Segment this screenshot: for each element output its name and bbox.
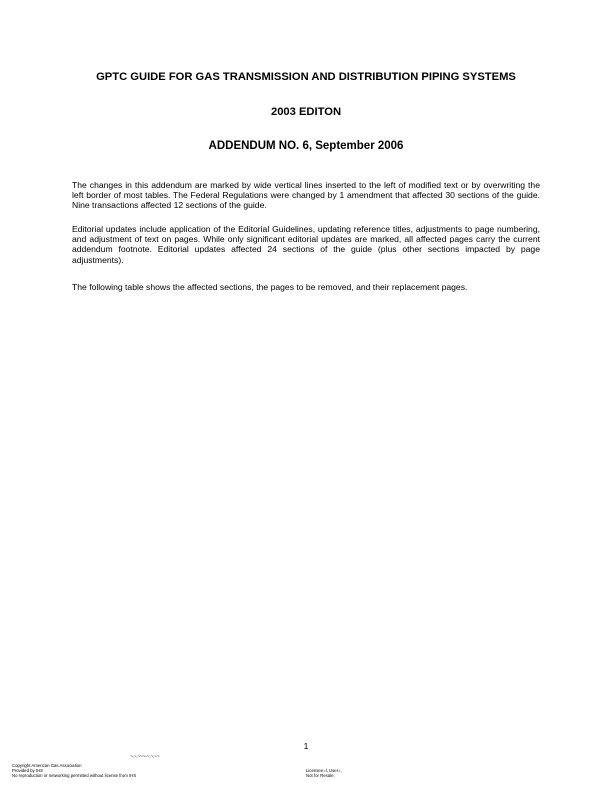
editorial-paragraph: Editorial updates include application of the Editorial Guidelines, updating reference titles, adjustments to page numbering, and adjustment of text on pages. While only significant editorial updates are marked, all affected pages carry the current addendum footnote. Editorial updates affected 24 sections of the guide (plus other sections impacted by page adjustments).: [72, 223, 540, 265]
edition-heading: 2003 EDITON: [270, 106, 342, 118]
footer-notice: No reproduction or networking permitted without license from IHS: [12, 773, 137, 778]
addendum-heading: ADDENDUM NO. 6, September 2006: [208, 140, 404, 152]
footer-licensee: Licensee=l, User=,: [306, 768, 342, 773]
page-number: 1: [303, 741, 309, 751]
footer-provider: Provided by IHS: [12, 768, 44, 773]
table-intro-paragraph: The following table shows the affected sections, the pages to be removed, and their replacement pages.: [72, 281, 468, 292]
footer-resale: Not for Resale,: [306, 773, 335, 778]
document-title: GPTC GUIDE FOR GAS TRANSMISSION AND DISTRIBUTION PIPING SYSTEMS: [96, 71, 516, 83]
footer-copyright: Copyright American Gas Association: [12, 763, 82, 768]
intro-paragraph: The changes in this addendum are marked by wide vertical lines inserted to the left of modified text or by overwriting the left border of most tables. The Federal Regulations were changed by 1 amendment that affected 30 sections of the guide. Nine transactions affected 12 sections of the guide.: [72, 179, 540, 211]
footer-dash-line: ~.~.~~~-~.~.~~: [130, 754, 160, 760]
